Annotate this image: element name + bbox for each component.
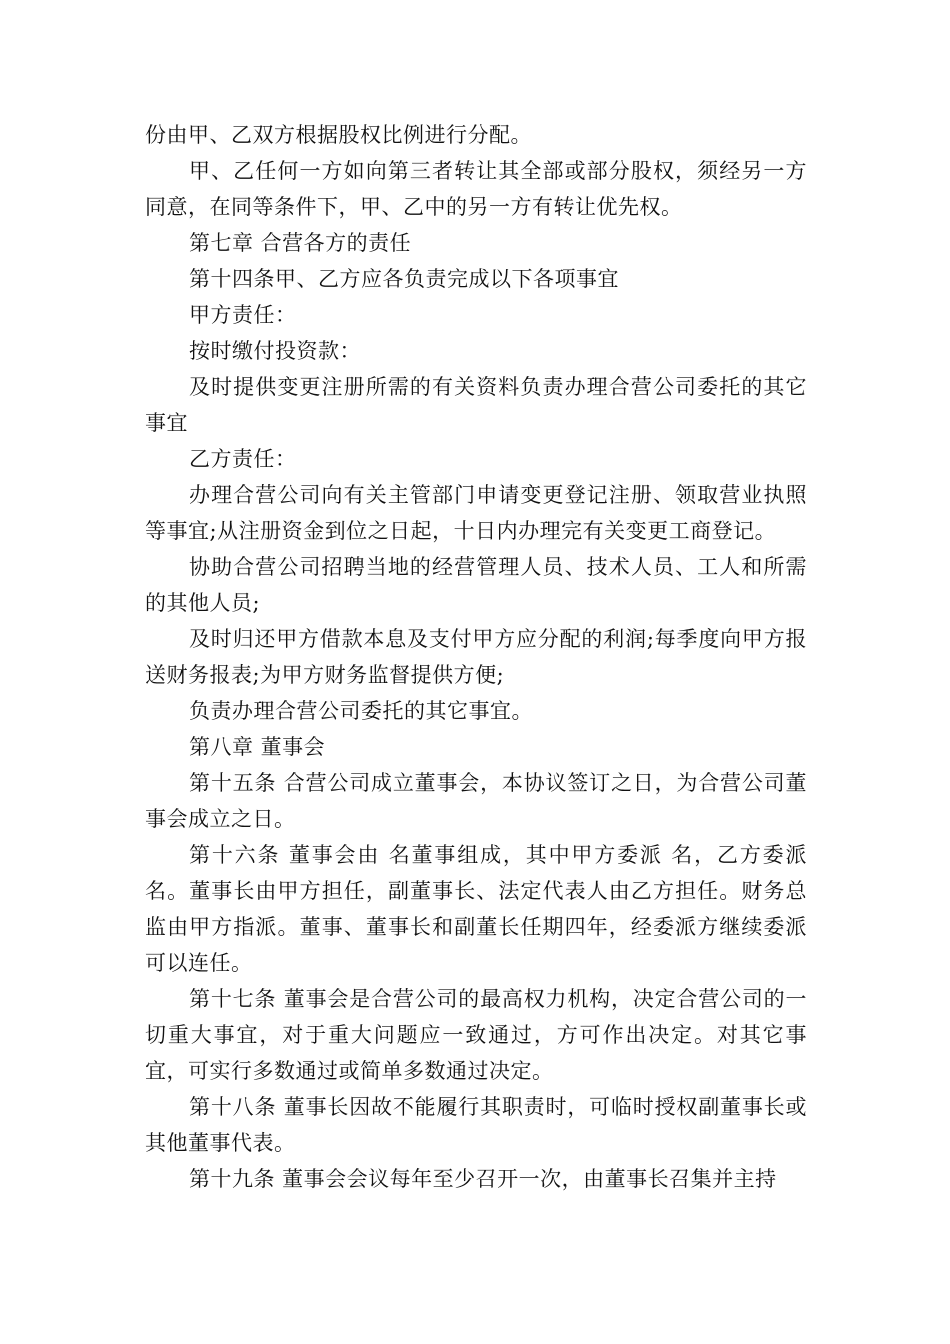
article-16: 第十六条 董事会由 名董事组成，其中甲方委派 名，乙方委派 名。董事长由甲方担任，副董事长、法定代表人由乙方担任。财务总监由甲方指派。董事、董事长和副董长任期四年，经委派方继续委派可以连任。	[145, 843, 807, 975]
article-14: 第十四条甲、乙方应各负责完成以下各项事宜	[189, 267, 619, 291]
paragraph-share-transfer: 甲、乙任何一方如向第三者转让其全部或部分股权，须经另一方同意，在同等条件下，甲、乙中的另一方有转让优先权。	[145, 159, 807, 219]
article-19: 第十九条 董事会会议每年至少召开一次，由董事长召集并主持	[189, 1167, 777, 1191]
party-a-item-1: 按时缴付投资款：	[189, 339, 361, 363]
document-body	[145, 117, 807, 1197]
party-a-item-2: 及时提供变更注册所需的有关资料负责办理合营公司委托的其它事宜	[145, 375, 807, 435]
chapter-heading-7: 第七章 合营各方的责任	[189, 231, 412, 255]
article-18: 第十八条 董事长因故不能履行其职责时，可临时授权副董事长或其他董事代表。	[145, 1095, 807, 1155]
party-b-item-3: 及时归还甲方借款本息及支付甲方应分配的利润;每季度向甲方报送财务报表;为甲方财务监督提供方便;	[145, 627, 807, 687]
chapter-heading-8: 第八章 董事会	[189, 735, 326, 759]
party-b-item-4: 负责办理合营公司委托的其它事宜。	[189, 699, 533, 723]
party-a-responsibility-label: 甲方责任：	[189, 303, 297, 327]
party-b-item-2: 协助合营公司招聘当地的经营管理人员、技术人员、工人和所需的其他人员;	[145, 555, 807, 615]
party-b-responsibility-label: 乙方责任：	[189, 447, 297, 471]
article-15: 第十五条 合营公司成立董事会，本协议签订之日，为合营公司董事会成立之日。	[145, 771, 807, 831]
party-b-item-1: 办理合营公司向有关主管部门申请变更登记注册、领取营业执照等事宜;从注册资金到位之日起，十日内办理完有关变更工商登记。	[145, 483, 807, 543]
article-17: 第十七条 董事会是合营公司的最高权力机构，决定合营公司的一切重大事宜，对于重大问题应一致通过，方可作出决定。对其它事宜，可实行多数通过或简单多数通过决定。	[145, 987, 807, 1083]
paragraph-continuation: 份由甲、乙双方根据股权比例进行分配。	[145, 123, 532, 147]
